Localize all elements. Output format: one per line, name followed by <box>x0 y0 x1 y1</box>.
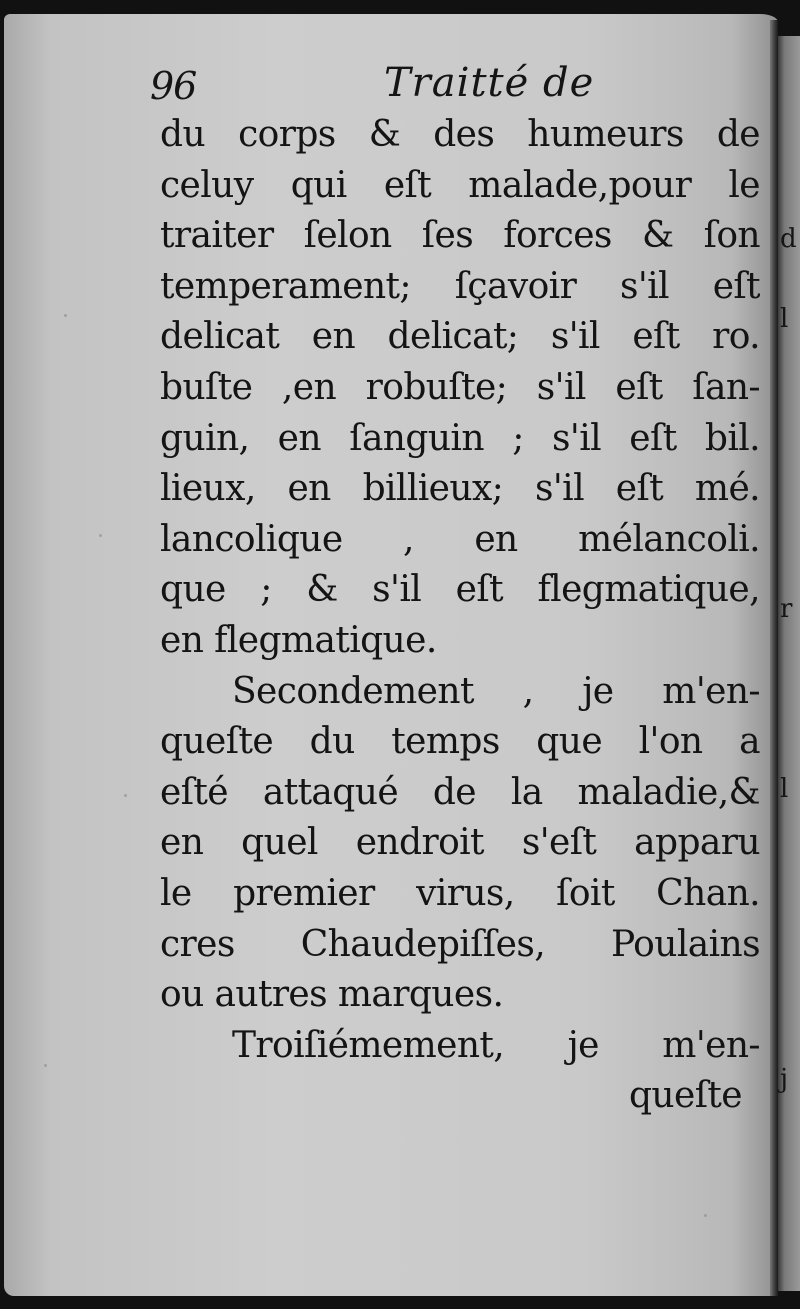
body-text <box>160 110 760 1122</box>
running-head <box>0 60 800 110</box>
adjacent-page-edge <box>778 36 800 1291</box>
bleed-through-glyph: l <box>780 774 789 804</box>
bleed-through-glyph: l <box>780 304 789 334</box>
paper-speck <box>704 1214 707 1217</box>
paper-speck <box>99 534 102 537</box>
text-line: buſte ,en robuſte; s'il eſt ſan- <box>160 366 760 408</box>
text-line: que ; & s'il eſt flegmatique, <box>160 569 760 611</box>
text-line: en flegmatique. <box>160 619 437 661</box>
text-line: eſté attaqué de la maladie,& <box>160 771 760 813</box>
bleed-through-glyph: d <box>780 224 797 254</box>
text-line: cres Chaudepiſſes, Poulains <box>160 923 760 965</box>
text-line: delicat en delicat; s'il eſt ro. <box>160 316 760 358</box>
text-line: du corps & des humeurs de <box>160 114 760 155</box>
text-line: guin, en ſanguin ; s'il eſt bil. <box>160 417 760 459</box>
bleed-through-glyph: r <box>780 594 793 624</box>
paper-speck <box>44 1064 47 1067</box>
catchword: queſte <box>628 1075 742 1117</box>
bleed-through-glyph: j <box>780 1064 789 1094</box>
text-line: lancolique , en mélancoli. <box>160 518 760 560</box>
paper-speck <box>64 314 67 317</box>
page-number: 96 <box>150 64 197 108</box>
text-line: Troiſiémement, je m'en- <box>232 1024 760 1066</box>
text-line: lieux, en billieux; s'il eſt mé. <box>160 468 760 510</box>
text-line: queſte du temps que l'on a <box>160 721 760 763</box>
text-line: en quel endroit s'eſt apparu <box>160 822 760 864</box>
text-line: temperament; ſçavoir s'il eſt <box>160 265 760 307</box>
running-title: Traitté de <box>384 60 595 106</box>
book-gutter <box>770 20 778 1296</box>
text-line: Secondement , je m'en- <box>232 670 760 712</box>
paper-speck <box>124 794 127 797</box>
text-line: celuy qui eſt malade,pour le <box>160 164 760 206</box>
text-line: ou autres marques. <box>160 974 504 1016</box>
text-line: traiter ſelon ſes forces & ſon <box>160 215 760 257</box>
text-line: le premier virus, ſoit Chan. <box>160 872 760 914</box>
